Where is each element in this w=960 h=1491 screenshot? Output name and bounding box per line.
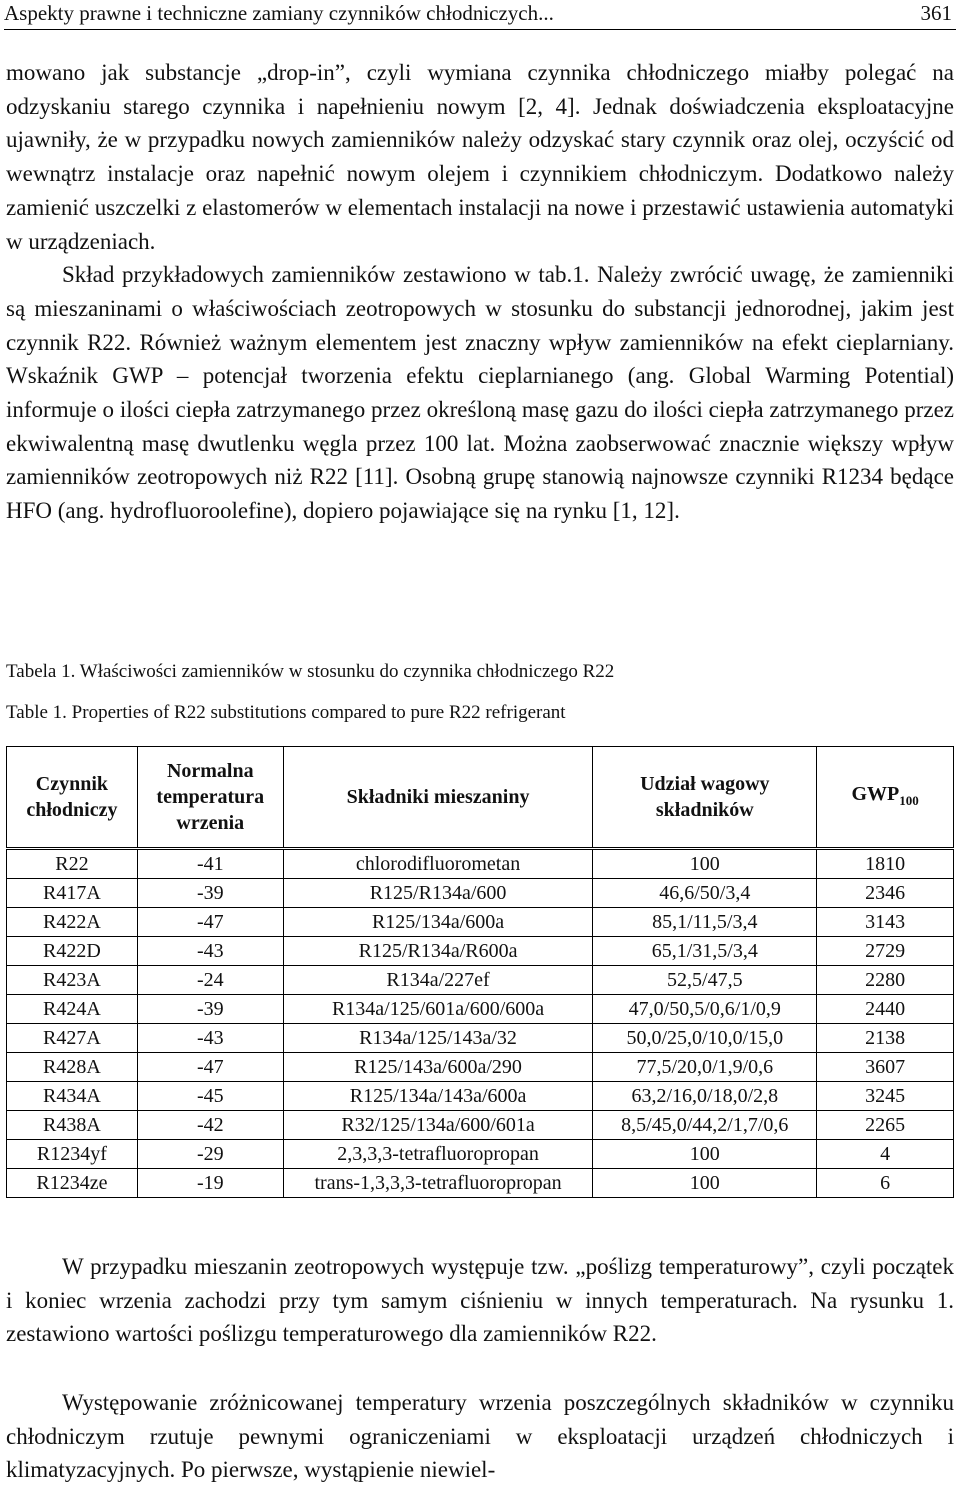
header-boiling-temperature: Normalna temperatura wrzenia <box>137 747 283 849</box>
cell-gwp: 2138 <box>817 1024 954 1053</box>
cell-mass-share: 85,1/11,5/3,4 <box>593 908 817 937</box>
table-row <box>7 849 954 879</box>
cell-mass-share: 52,5/47,5 <box>593 966 817 995</box>
cell-gwp: 4 <box>817 1140 954 1169</box>
table-caption-polish: Tabela 1. Właściwości zamienników w stosunku do czynnika chłodniczego R22 <box>6 661 615 682</box>
cell-boiling-temp: -43 <box>137 937 283 966</box>
cell-refrigerant: R427A <box>7 1024 138 1053</box>
cell-gwp: 1810 <box>817 849 954 879</box>
cell-mass-share: 50,0/25,0/10,0/15,0 <box>593 1024 817 1053</box>
header-components: Składniki mieszaniny <box>283 747 593 849</box>
table-row <box>7 966 954 995</box>
table-row <box>7 995 954 1024</box>
header-title: Aspekty prawne i techniczne zamiany czynników chłodniczych... <box>4 1 554 25</box>
header-mass-share: Udział wagowy składników <box>593 747 817 849</box>
cell-components: R134a/125/601a/600/600a <box>283 995 593 1024</box>
cell-components: R125/134a/143a/600a <box>283 1082 593 1111</box>
table-row <box>7 1169 954 1198</box>
cell-boiling-temp: -24 <box>137 966 283 995</box>
cell-boiling-temp: -39 <box>137 995 283 1024</box>
cell-gwp: 3143 <box>817 908 954 937</box>
cell-mass-share: 65,1/31,5/3,4 <box>593 937 817 966</box>
paragraph-text: W przypadku mieszanin zeotropowych występuje tzw. „poślizg temperaturowy”, czyli początek i koniec wrzenia zachodzi przy tym samym ciśnieniu w innych temperaturach. Na rysunku 1. zestawiono wartości poślizgu temperaturowego dla zamienników R22. <box>6 1254 954 1347</box>
cell-components: R125/143a/600a/290 <box>283 1053 593 1082</box>
cell-gwp: 3607 <box>817 1053 954 1082</box>
cell-boiling-temp: -42 <box>137 1111 283 1140</box>
cell-mass-share: 63,2/16,0/18,0/2,8 <box>593 1082 817 1111</box>
cell-boiling-temp: -19 <box>137 1169 283 1198</box>
running-header <box>4 0 956 30</box>
paragraph-text: mowano jak substancje „drop-in”, czyli wymiana czynnika chłodniczego miałby polegać na odzyskaniu starego czynnika i napełnieniu nowym [2, 4]. Jednak doświadczenia eksploatacyjne ujawniły, że w przypadku nowych zamienników należy odzyskać stary czynnik oraz olej, oczyścić od wewnątrz instalacje oraz napełnić nowym olejem i czynnikiem chłodniczym. Dodatkowo należy zamienić uszczelki z elastomerów w elementach instalacji na nowe i przestawić ustawienia automatyki w urządzeniach. <box>6 60 954 254</box>
cell-refrigerant: R424A <box>7 995 138 1024</box>
page-number: 361 <box>920 1 952 25</box>
cell-boiling-temp: -47 <box>137 908 283 937</box>
cell-boiling-temp: -41 <box>137 849 283 879</box>
cell-components: chlorodifluorometan <box>283 849 593 879</box>
cell-components: R125/134a/600a <box>283 908 593 937</box>
table-row <box>7 1053 954 1082</box>
cell-components: R32/125/134a/600/601a <box>283 1111 593 1140</box>
table-row <box>7 908 954 937</box>
properties-table <box>6 746 954 1198</box>
cell-gwp: 2346 <box>817 879 954 908</box>
cell-gwp: 2440 <box>817 995 954 1024</box>
cell-boiling-temp: -39 <box>137 879 283 908</box>
table-row <box>7 937 954 966</box>
cell-mass-share: 46,6/50/3,4 <box>593 879 817 908</box>
cell-mass-share: 47,0/50,5/0,6/1/0,9 <box>593 995 817 1024</box>
cell-gwp: 3245 <box>817 1082 954 1111</box>
cell-boiling-temp: -47 <box>137 1053 283 1082</box>
cell-refrigerant: R422D <box>7 937 138 966</box>
header-refrigerant: Czynnik chłodniczy <box>7 747 138 849</box>
cell-refrigerant: R438A <box>7 1111 138 1140</box>
paragraph-text: Występowanie zróżnicowanej temperatury wrzenia poszczególnych składników w czynniku chłodniczym rzutuje pewnymi ograniczeniami w eksploatacji urządzeń chłodniczych i klimatyzacyjnych. Po pierwsze, wystąpienie niewiel- <box>6 1390 954 1483</box>
table-header-row <box>7 747 954 849</box>
cell-components: R134a/125/143a/32 <box>283 1024 593 1053</box>
table-body <box>7 849 954 1198</box>
paragraph-text-continued: Skład przykładowych zamienników zestawiono w tab.1. Należy zwrócić uwagę, że zamienniki są mieszaninami o właściwościach zeotropowych w stosunku do substancji jednorodnej, jakim jest czynnik R22. Również ważnym elementem jest znaczny wpływ zamienników na efekt cieplarniany. Wskaźnik GWP – potencjał tworzenia efektu cieplarnianego (ang. Global Warming Potential) informuje o ilości ciepła zatrzymanego przez określoną masę gazu do ilości ciepła zatrzymanego przez ekwiwalentną masę dwutlenku węgla przez 100 lat. Można zaobserwować znacznie większy wpływ zamienników zeotropowych niż R22 [11]. Osobną grupę stanowią najnowsze czynniki R1234 będące HFO (ang. hydrofluoroolefine), dopiero pojawiające się na rynku [1, 12]. <box>6 262 954 524</box>
cell-mass-share: 100 <box>593 1169 817 1198</box>
cell-refrigerant: R22 <box>7 849 138 879</box>
cell-mass-share: 8,5/45,0/44,2/1,7/0,6 <box>593 1111 817 1140</box>
table-row <box>7 1024 954 1053</box>
cell-boiling-temp: -43 <box>137 1024 283 1053</box>
cell-refrigerant: R434A <box>7 1082 138 1111</box>
cell-boiling-temp: -45 <box>137 1082 283 1111</box>
cell-boiling-temp: -29 <box>137 1140 283 1169</box>
cell-components: R125/R134a/R600a <box>283 937 593 966</box>
cell-gwp: 6 <box>817 1169 954 1198</box>
cell-components: trans-1,3,3,3-tetrafluoropropan <box>283 1169 593 1198</box>
table-row <box>7 1111 954 1140</box>
cell-refrigerant: R428A <box>7 1053 138 1082</box>
table-caption-english: Table 1. Properties of R22 substitutions compared to pure R22 refrigerant <box>6 702 566 723</box>
body-paragraph-2 <box>6 1250 954 1351</box>
cell-refrigerant: R1234ze <box>7 1169 138 1198</box>
cell-refrigerant: R1234yf <box>7 1140 138 1169</box>
cell-components: R125/R134a/600 <box>283 879 593 908</box>
cell-refrigerant: R423A <box>7 966 138 995</box>
header-gwp: $GWP_{100}$ <box>817 747 954 849</box>
cell-mass-share: 100 <box>593 849 817 879</box>
table-row <box>7 1082 954 1111</box>
cell-components: 2,3,3,3-tetrafluoropropan <box>283 1140 593 1169</box>
cell-gwp: 2280 <box>817 966 954 995</box>
cell-mass-share: 100 <box>593 1140 817 1169</box>
cell-components: R134a/227ef <box>283 966 593 995</box>
cell-refrigerant: R422A <box>7 908 138 937</box>
table-row <box>7 1140 954 1169</box>
cell-mass-share: 77,5/20,0/1,9/0,6 <box>593 1053 817 1082</box>
body-paragraph-3 <box>6 1386 954 1487</box>
cell-gwp: 2265 <box>817 1111 954 1140</box>
cell-refrigerant: R417A <box>7 879 138 908</box>
table-row <box>7 879 954 908</box>
cell-gwp: 2729 <box>817 937 954 966</box>
body-paragraph-1 <box>6 56 954 528</box>
